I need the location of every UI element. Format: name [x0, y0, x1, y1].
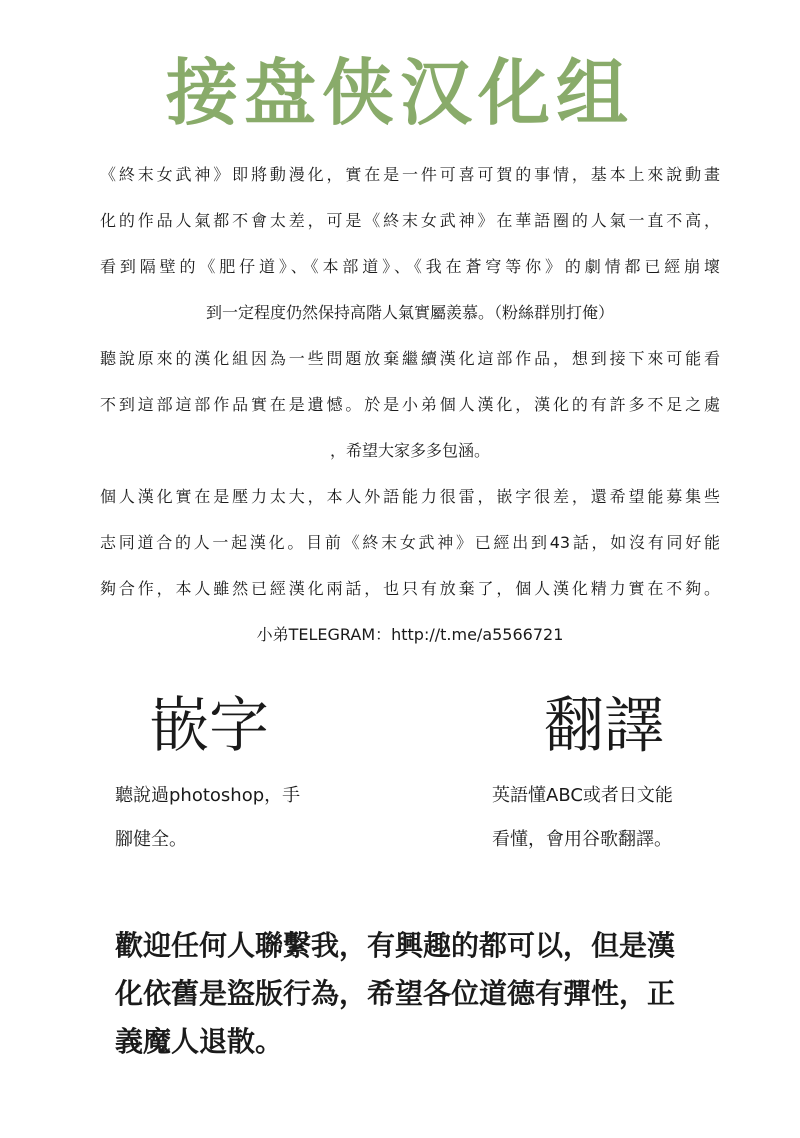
- requirement-line: 聽說過photoshop，手: [115, 785, 301, 806]
- intro-line: 志同道合的人一起漢化。目前《終末女武神》已經出到43話，如沒有同好能: [100, 533, 720, 552]
- translation-section: [492, 688, 732, 862]
- translation-requirements: [492, 774, 732, 862]
- closing-line: 歡迎任何人聯繫我，有興趣的都可以，但是漢: [115, 929, 676, 962]
- typesetting-requirements: [115, 774, 355, 862]
- intro-line: 化的作品人氣都不會太差，可是《終末女武神》在華語圈的人氣一直不高，: [100, 211, 720, 230]
- closing-line: 化依舊是盜版行為，希望各位道德有彈性，正: [115, 977, 676, 1010]
- intro-line: 個人漢化實在是壓力太大，本人外語能力很雷，嵌字很差，還希望能募集些: [100, 487, 720, 506]
- closing-statement: [115, 922, 725, 1066]
- telegram-contact: 小弟TELEGRAM：http://t.me/a5566721: [256, 625, 564, 644]
- requirement-line: 看懂，會用谷歌翻譯。: [492, 829, 672, 850]
- typesetting-heading: 嵌字: [149, 691, 269, 761]
- intro-line: 《終末女武神》即將動漫化，實在是一件可喜可賀的事情，基本上來說動畫: [100, 165, 720, 184]
- intro-text: [100, 152, 720, 658]
- closing-line: 義魔人退散。: [115, 1025, 284, 1058]
- intro-line: 夠合作，本人雖然已經漢化兩話，也只有放棄了，個人漢化精力實在不夠。: [100, 579, 720, 598]
- translation-heading: 翻譯: [544, 691, 664, 761]
- intro-line: 到一定程度仍然保持高階人氣實屬羨慕。（粉絲群別打俺）: [205, 303, 614, 322]
- requirement-line: 腳健全。: [115, 829, 187, 850]
- requirement-line: 英語懂ABC或者日文能: [492, 785, 673, 806]
- group-title: 接盘侠汉化组: [165, 50, 634, 135]
- typesetting-section: [115, 688, 355, 862]
- intro-line: 看到隔壁的《肥仔道》、《本部道》、《我在蒼穹等你》的劇情都已經崩壞: [100, 257, 720, 276]
- intro-line: 不到這部這部作品實在是遺憾。於是小弟個人漢化，漢化的有許多不足之處: [100, 395, 720, 414]
- intro-line: ，希望大家多多包涵。: [329, 441, 490, 460]
- intro-line: 聽說原來的漢化組因為一些問題放棄繼續漢化這部作品，想到接下來可能看: [100, 349, 720, 368]
